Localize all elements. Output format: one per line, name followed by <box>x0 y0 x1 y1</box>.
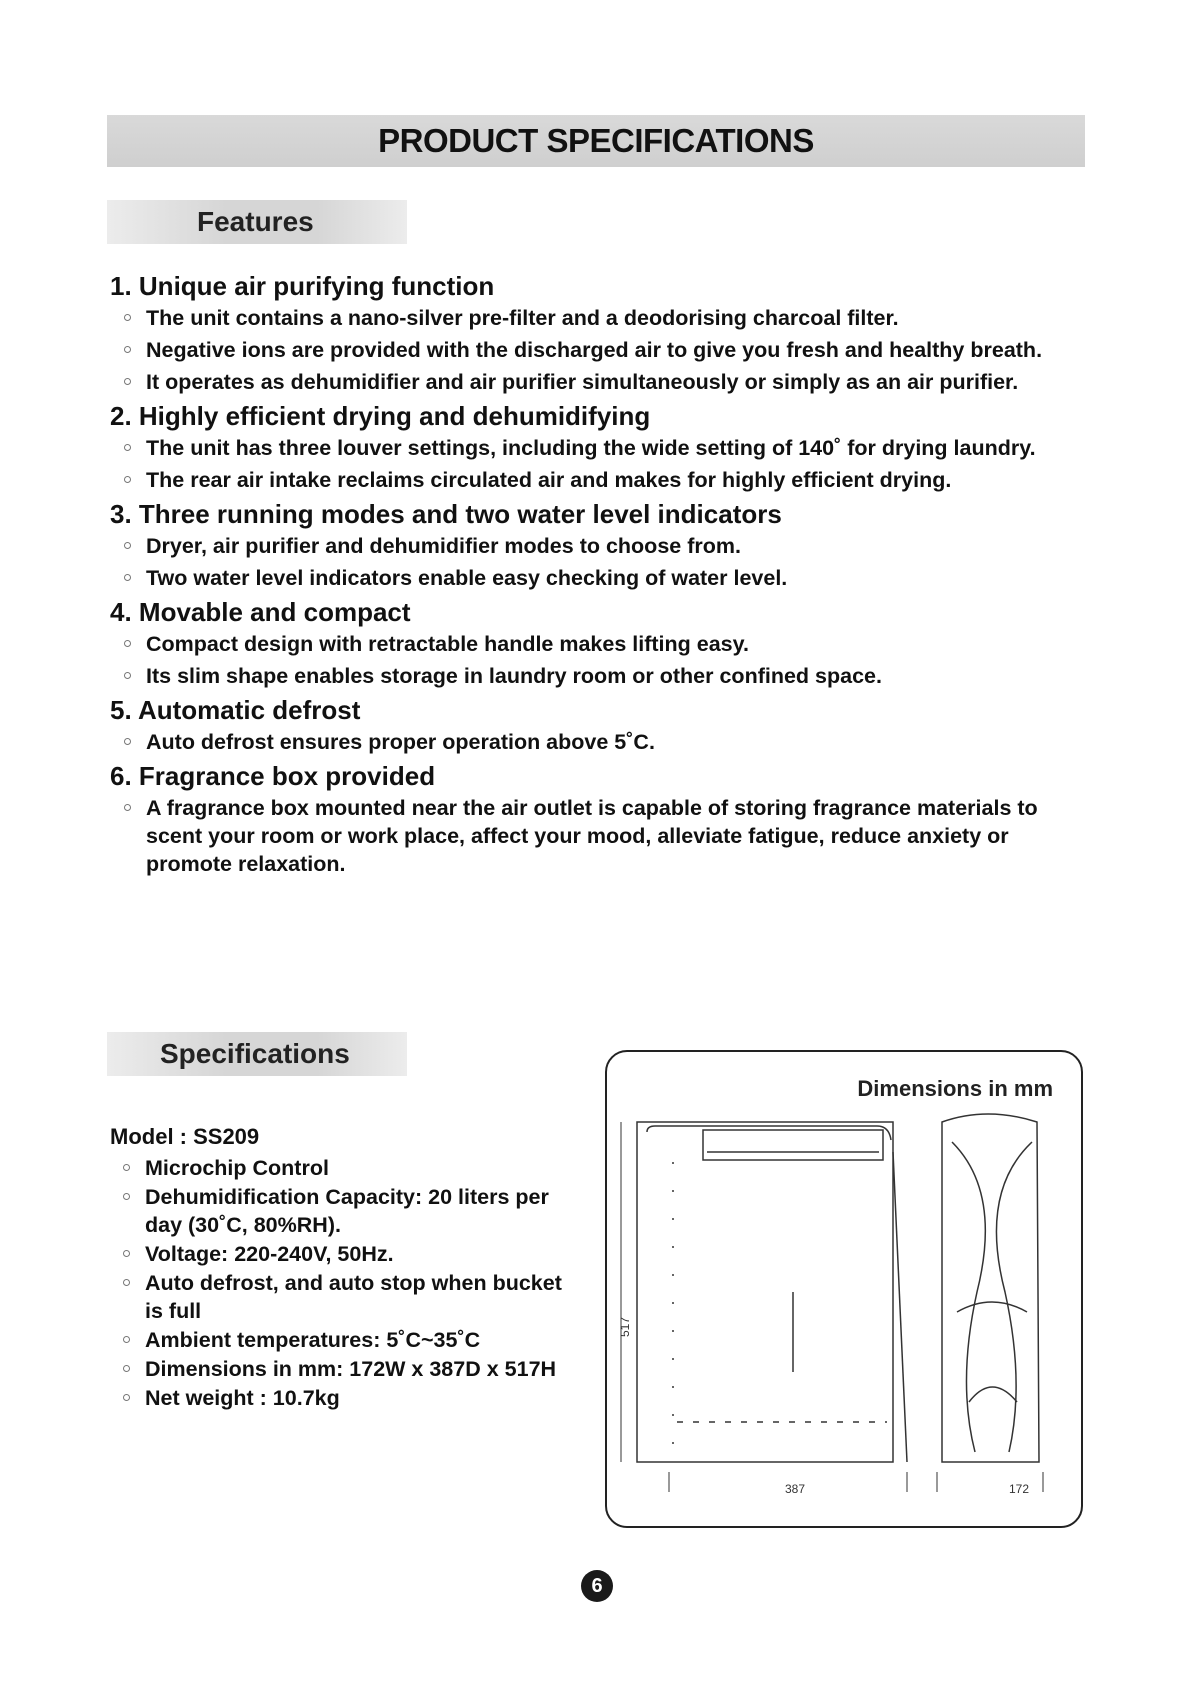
list-item: It operates as dehumidifier and air purifier simultaneously or simply as an air purifier. <box>110 368 1090 396</box>
front-mid-curve <box>957 1302 1027 1312</box>
front-view-outline <box>942 1114 1039 1462</box>
bullet-icon <box>124 314 131 321</box>
feature-group-title: 3. Three running modes and two water level indicators <box>110 499 782 529</box>
side-back-edge <box>893 1152 907 1462</box>
bullet-icon <box>124 542 131 549</box>
bullet-icon <box>124 476 131 483</box>
list-item: Negative ions are provided with the discharged air to give you fresh and healthy breath. <box>110 336 1090 364</box>
list-item: Dryer, air purifier and dehumidifier modes to choose from. <box>110 532 1090 560</box>
list-item: Dehumidification Capacity: 20 liters per day (30˚C, 80%RH). <box>110 1183 580 1239</box>
feature-list <box>110 434 1090 494</box>
bullet-icon <box>124 378 131 385</box>
list-item: Its slim shape enables storage in laundry room or other confined space. <box>110 662 1090 690</box>
bullet-icon <box>124 346 131 353</box>
width-label: 172 <box>1009 1482 1030 1496</box>
feature-group <box>110 270 1090 396</box>
list-item: Microchip Control <box>110 1154 580 1182</box>
bullet-icon <box>123 1336 130 1343</box>
side-view-top <box>647 1126 891 1140</box>
list-item: The rear air intake reclaims circulated air and makes for highly efficient drying. <box>110 466 1090 494</box>
list-item: Voltage: 220-240V, 50Hz. <box>110 1240 580 1268</box>
bullet-icon <box>123 1250 130 1257</box>
features-heading: Features <box>197 206 314 237</box>
page-number: 6 <box>581 1570 613 1602</box>
bullet-icon <box>123 1164 130 1171</box>
list-item: A fragrance box mounted near the air outlet is capable of storing fragrance materials to scent your room or work place, affect your mood, alleviate fatigue, reduce anxiety or promote relaxation. <box>110 794 1090 878</box>
feature-group-title: 1. Unique air purifying function <box>110 271 495 301</box>
list-item: Two water level indicators enable easy checking of water level. <box>110 564 1090 592</box>
side-view-outline <box>637 1122 893 1462</box>
list-item: Auto defrost, and auto stop when bucket is full <box>110 1269 580 1325</box>
height-label: 517 <box>618 1316 633 1338</box>
bullet-icon <box>123 1279 130 1286</box>
page-title-bar <box>107 115 1085 167</box>
model-label: Model : SS209 <box>110 1124 260 1149</box>
feature-group <box>110 400 1090 494</box>
bullet-icon <box>124 444 131 451</box>
list-item: Net weight : 10.7kg <box>110 1384 580 1412</box>
feature-list <box>110 532 1090 592</box>
features-heading-tab <box>107 200 407 244</box>
bullet-icon <box>124 672 131 679</box>
bullet-icon <box>123 1394 130 1401</box>
bullet-icon <box>124 574 131 581</box>
front-curve-right <box>996 1142 1032 1452</box>
feature-list <box>110 794 1090 878</box>
page-title: PRODUCT SPECIFICATIONS <box>378 122 814 159</box>
list-item: Compact design with retractable handle makes lifting easy. <box>110 630 1090 658</box>
feature-group-title: 5. Automatic defrost <box>110 695 361 725</box>
feature-list <box>110 630 1090 690</box>
bullet-icon <box>124 804 131 811</box>
dimensions-diagram <box>605 1050 1083 1528</box>
front-lower-curve <box>969 1387 1017 1402</box>
front-curve-left <box>952 1142 985 1452</box>
spec-list <box>110 1154 580 1412</box>
feature-group-title: 4. Movable and compact <box>110 597 411 627</box>
bullet-icon <box>124 640 131 647</box>
unit-drawing <box>607 1052 1085 1530</box>
bullet-icon <box>123 1193 130 1200</box>
feature-group <box>110 498 1090 592</box>
bullet-icon <box>123 1365 130 1372</box>
list-item: The unit contains a nano-silver pre-filter and a deodorising charcoal filter. <box>110 304 1090 332</box>
specifications-heading-tab <box>107 1032 407 1076</box>
feature-group <box>110 694 1090 756</box>
list-item: Dimensions in mm: 172W x 387D x 517H <box>110 1355 580 1383</box>
feature-group-title: 6. Fragrance box provided <box>110 761 436 791</box>
feature-group <box>110 596 1090 690</box>
depth-label: 387 <box>785 1482 806 1496</box>
handle-outline <box>703 1130 883 1160</box>
feature-list <box>110 304 1090 396</box>
feature-group <box>110 760 1090 878</box>
diagram-title: Dimensions in mm <box>857 1076 1053 1101</box>
features-section <box>110 270 1090 882</box>
feature-list <box>110 728 1090 756</box>
feature-group-title: 2. Highly efficient drying and dehumidifying <box>110 401 651 431</box>
list-item: The unit has three louver settings, including the wide setting of 140˚ for drying laundry. <box>110 434 1090 462</box>
list-item: Ambient temperatures: 5˚C~35˚C <box>110 1326 580 1354</box>
specifications-section <box>110 1122 580 1413</box>
specifications-heading: Specifications <box>160 1038 350 1069</box>
list-item: Auto defrost ensures proper operation above 5˚C. <box>110 728 1090 756</box>
bullet-icon <box>124 738 131 745</box>
